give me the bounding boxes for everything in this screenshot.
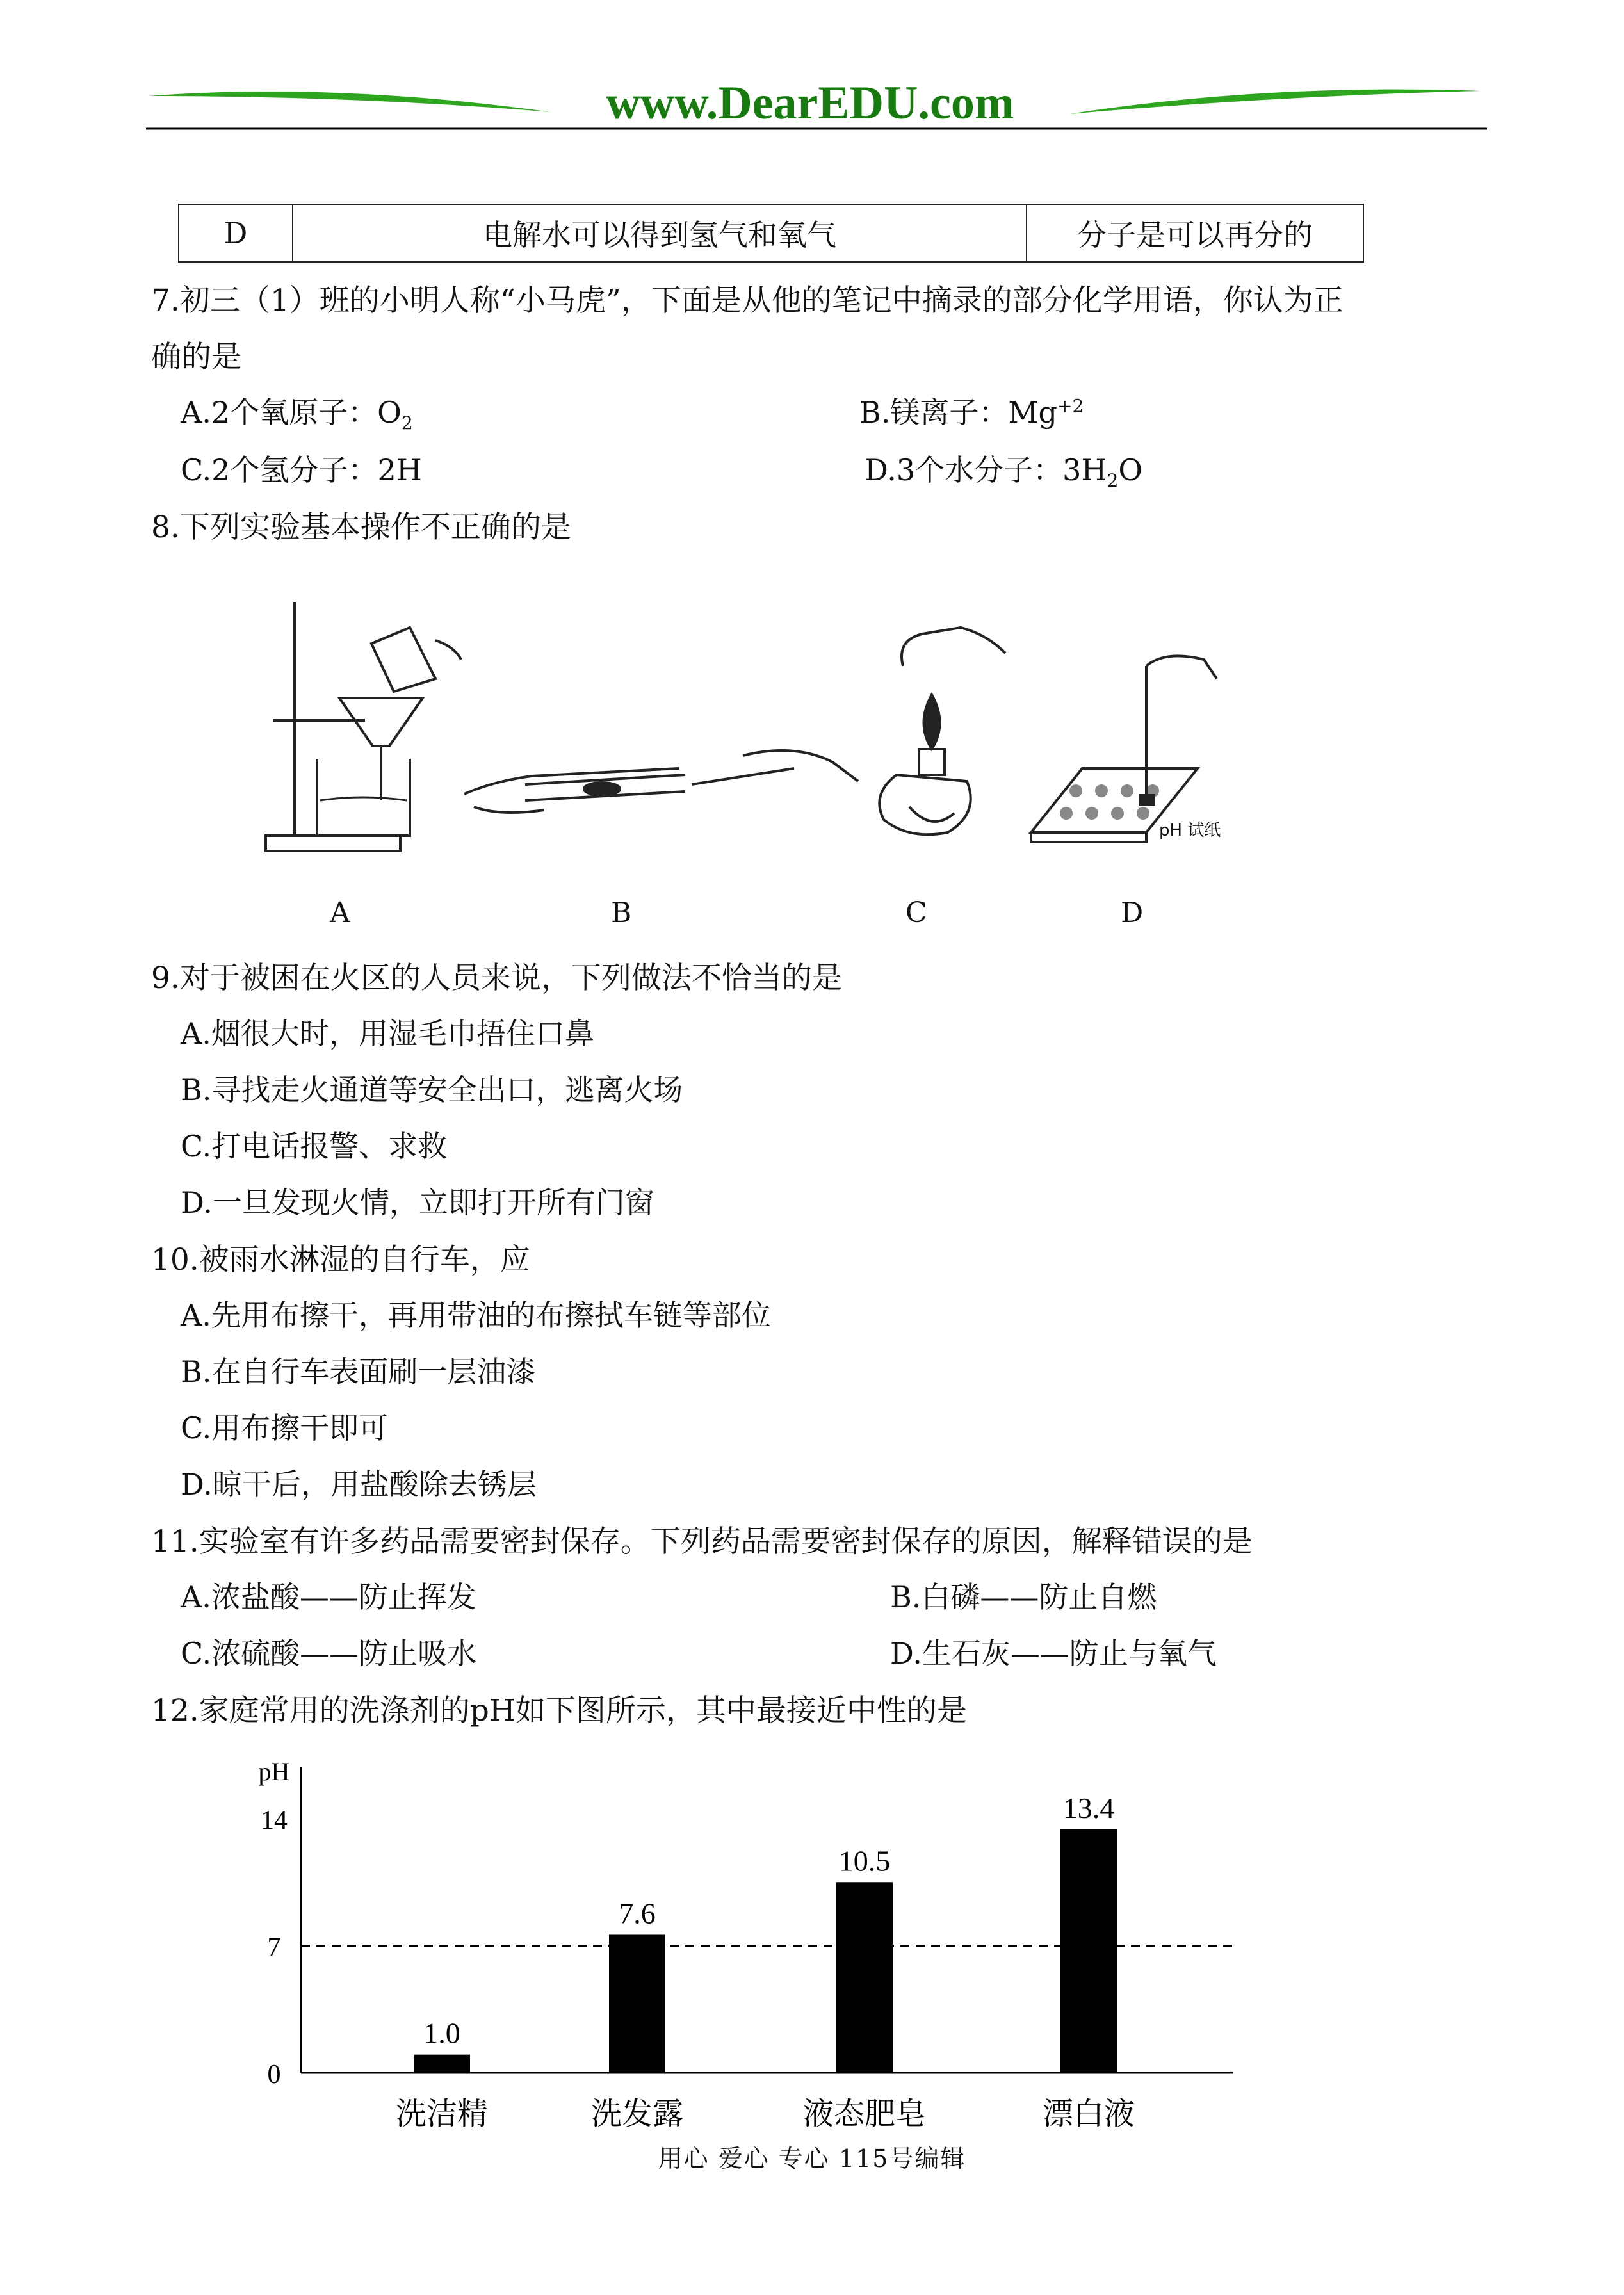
category-label: 洗洁精: [395, 2096, 489, 2132]
y-axis-label: pH: [258, 1757, 290, 1786]
q9-option-b: B.寻找走火通道等安全出口，逃离火场: [181, 1073, 683, 1107]
figure-label-d: D: [1121, 896, 1144, 929]
bar-4: [1060, 1829, 1117, 2073]
bar-value-label: 13.4: [1062, 1792, 1115, 1825]
q10-option-c: C.用布擦干即可: [181, 1411, 389, 1445]
bar-value-label: 7.6: [619, 1897, 656, 1930]
ph-paper-label: pH 试纸: [1159, 821, 1221, 840]
q8-stem: 8.下列实验基本操作不正确的是: [151, 510, 571, 545]
site-logo: www.DearEDU.com: [606, 77, 1014, 129]
row-label: D: [179, 204, 293, 262]
figure-label-c: C: [905, 896, 927, 929]
bar-2: [609, 1934, 665, 2073]
y-tick-label: 7: [267, 1933, 281, 1963]
row-fact: 电解水可以得到氢气和氧气: [293, 204, 1027, 262]
row-explanation: 分子是可以再分的: [1027, 204, 1363, 262]
q11-option-a: A.浓盐酸——防止挥发: [181, 1580, 476, 1614]
q7-option-a: A.2个氧原子：$O_2$: [181, 395, 413, 434]
y-tick-label: 0: [267, 2060, 281, 2089]
category-label: 液态肥皂: [802, 2096, 927, 2132]
bar-value-label: 10.5: [838, 1844, 891, 1877]
q9-option-a: A.烟很大时，用湿毛巾捂住口鼻: [181, 1016, 594, 1051]
q7-option-d: D.3个水分子：$3H_2O$: [865, 453, 1143, 492]
figure-label-b: B: [611, 896, 632, 929]
q12-stem: 12.家庭常用的洗涤剂的pH如下图所示，其中最接近中性的是: [151, 1693, 967, 1728]
figure-label-a: A: [330, 896, 350, 929]
q11-option-c: C.浓硫酸——防止吸水: [181, 1636, 477, 1671]
q11-option-d: D.生石灰——防止与氧气: [890, 1636, 1217, 1671]
q7-stem-line1: 7.初三（1）班的小明人称“小马虎”，下面是从他的笔记中摘录的部分化学用语，你认为正: [151, 283, 1344, 318]
q10-option-d: D.晾干后，用盐酸除去锈层: [181, 1467, 537, 1502]
y-tick-label: 14: [261, 1806, 288, 1835]
q11-stem: 11.实验室有许多药品需要密封保存。下列药品需要密封保存的原因，解释错误的是: [151, 1524, 1253, 1559]
category-label: 漂白液: [1042, 2096, 1135, 2132]
q10-stem: 10.被雨水淋湿的自行车，应: [151, 1242, 530, 1277]
q7-option-c: C.2个氢分子：2H: [181, 453, 422, 487]
q9-option-c: C.打电话报警、求救: [181, 1129, 448, 1164]
q10-option-a: A.先用布擦干，再用带油的布擦拭车链等部位: [181, 1298, 771, 1333]
q9-option-d: D.一旦发现火情，立即打开所有门窗: [181, 1185, 654, 1220]
page-footer: 用心 爱心 专心 115号编辑: [658, 2145, 966, 2173]
q11-option-b: B.白磷——防止自燃: [890, 1580, 1157, 1614]
q9-stem: 9.对于被困在火区的人员来说，下列做法不恰当的是: [151, 961, 842, 996]
q7-stem-line2: 确的是: [151, 339, 241, 375]
bar-3: [836, 1882, 893, 2073]
bar-value-label: 1.0: [423, 2016, 460, 2050]
bar-1: [414, 2055, 470, 2073]
q7-option-b: B.镁离子：$Mg^{+2}$: [859, 395, 1084, 430]
q10-option-b: B.在自行车表面刷一层油漆: [181, 1354, 536, 1389]
category-label: 洗发露: [590, 2096, 684, 2132]
